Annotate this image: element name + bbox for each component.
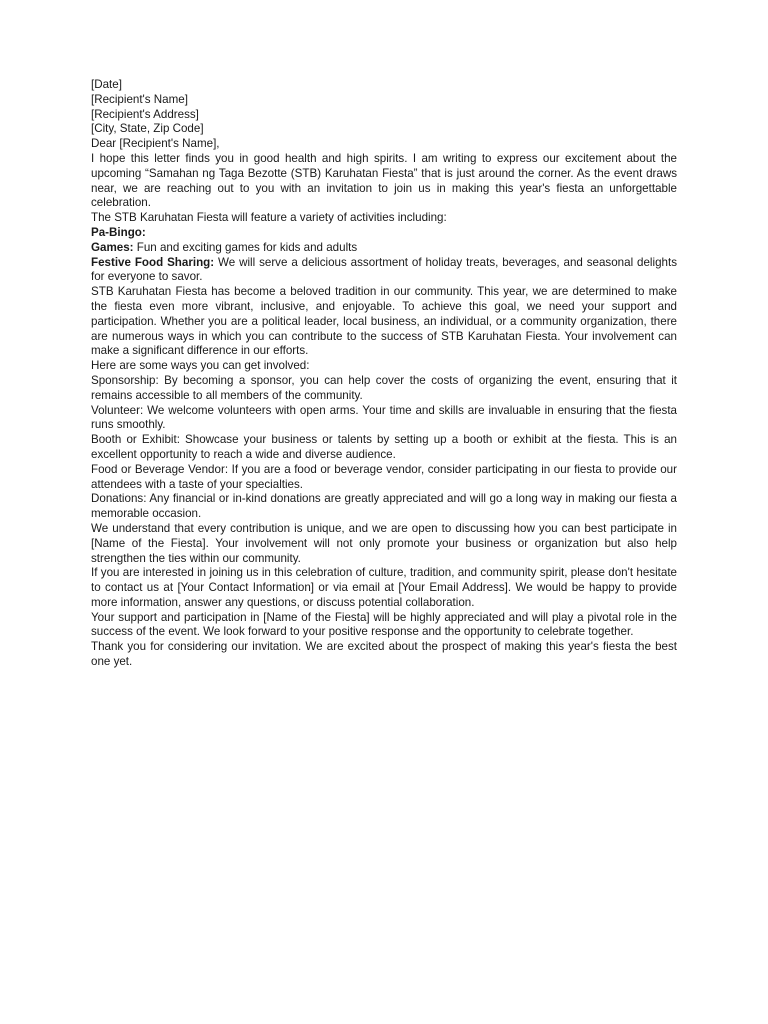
salutation: Dear [Recipient's Name], bbox=[91, 137, 220, 151]
tradition-paragraph: STB Karuhatan Fiesta has become a beloved tradition in our community. This year, we are determined to make the fiesta even more vibrant, inclusive, and enjoyable. To achieve this goal, we need your support and participation. Whether you are a political leader, local business, an individual, or a community organization, there are numerous ways in which you can contribute to the success of STB Karuhatan Fiesta. Your involvement can make a significant difference in our efforts. bbox=[91, 285, 677, 358]
way-item-booth: Booth or Exhibit: Showcase your business or talents by setting up a booth or exhibit at the fiesta. This is an excellent opportunity to reach a wide and diverse audience. bbox=[91, 433, 677, 461]
letter-page bbox=[91, 78, 677, 670]
activity-text: Fun and exciting games for kids and adults bbox=[133, 240, 358, 254]
way-item-sponsorship: Sponsorship: By becoming a sponsor, you can help cover the costs of organizing the event, ensuring that it remains accessible to all members of the community. bbox=[91, 373, 677, 402]
recipient-name: [Recipient's Name] bbox=[91, 92, 188, 106]
contribution-paragraph: We understand that every contribution is unique, and we are open to discussing how you can best participate in [Name of the Fiesta]. Your involvement will not only promote your business or organization but also help strengthen the ties within our community. bbox=[91, 521, 677, 565]
support-paragraph: Your support and participation in [Name of the Fiesta] will be highly appreciated and will play a pivotal role in the success of the event. We look forward to your positive response and the opportunity to celebrate together. bbox=[91, 610, 677, 639]
contact-paragraph: If you are interested in joining us in this celebration of culture, tradition, and community spirit, please don't hesitate to contact us at [Your Contact Information] or via email at [Your Email Address]. We would be happy to provide more information, answer any questions, or discuss potential collaboration. bbox=[91, 566, 677, 609]
ways-intro: Here are some ways you can get involved: bbox=[91, 359, 310, 373]
intro-paragraph: I hope this letter finds you in good health and high spirits. I am writing to express our excitement about the upcoming “Samahan ng Taga Bezotte (STB) Karuhatan Fiesta” that is just around the corner. As the event draws near, we are reaching out to you with an invitation to join us in making this year's fiesta an unforgettable celebration. bbox=[91, 151, 677, 210]
recipient-address-block bbox=[91, 93, 677, 137]
recipient-city-state-zip: [City, State, Zip Code] bbox=[91, 122, 204, 136]
activities-list bbox=[91, 226, 677, 285]
activity-label: Games: bbox=[91, 240, 134, 254]
way-item-volunteer: Volunteer: We welcome volunteers with open arms. Your time and skills are invaluable in ensuring that the fiesta runs smoothly. bbox=[91, 403, 677, 432]
activity-item bbox=[91, 241, 677, 256]
recipient-address: [Recipient's Address] bbox=[91, 107, 199, 121]
activity-label: Festive Food Sharing: bbox=[91, 255, 215, 269]
activities-intro: The STB Karuhatan Fiesta will feature a variety of activities including: bbox=[91, 211, 447, 225]
activity-item bbox=[91, 256, 677, 286]
way-item-vendor: Food or Beverage Vendor: If you are a food or beverage vendor, consider participating in our fiesta to provide our attendees with a taste of your specialties. bbox=[91, 462, 677, 491]
way-item-donations: Donations: Any financial or in-kind donations are greatly appreciated and will go a long way in making our fiesta a memorable occasion. bbox=[91, 492, 677, 521]
closing-paragraph: Thank you for considering our invitation. We are excited about the prospect of making this year's fiesta the best one yet. bbox=[91, 640, 677, 669]
activity-label: Pa-Bingo: bbox=[91, 225, 146, 239]
ways-list bbox=[91, 374, 677, 522]
activity-item bbox=[91, 226, 677, 241]
activity-text: We will serve a delicious assortment of holiday treats, beverages, and seasonal delights for everyone to savor. bbox=[91, 255, 677, 284]
date-line: [Date] bbox=[91, 78, 122, 91]
